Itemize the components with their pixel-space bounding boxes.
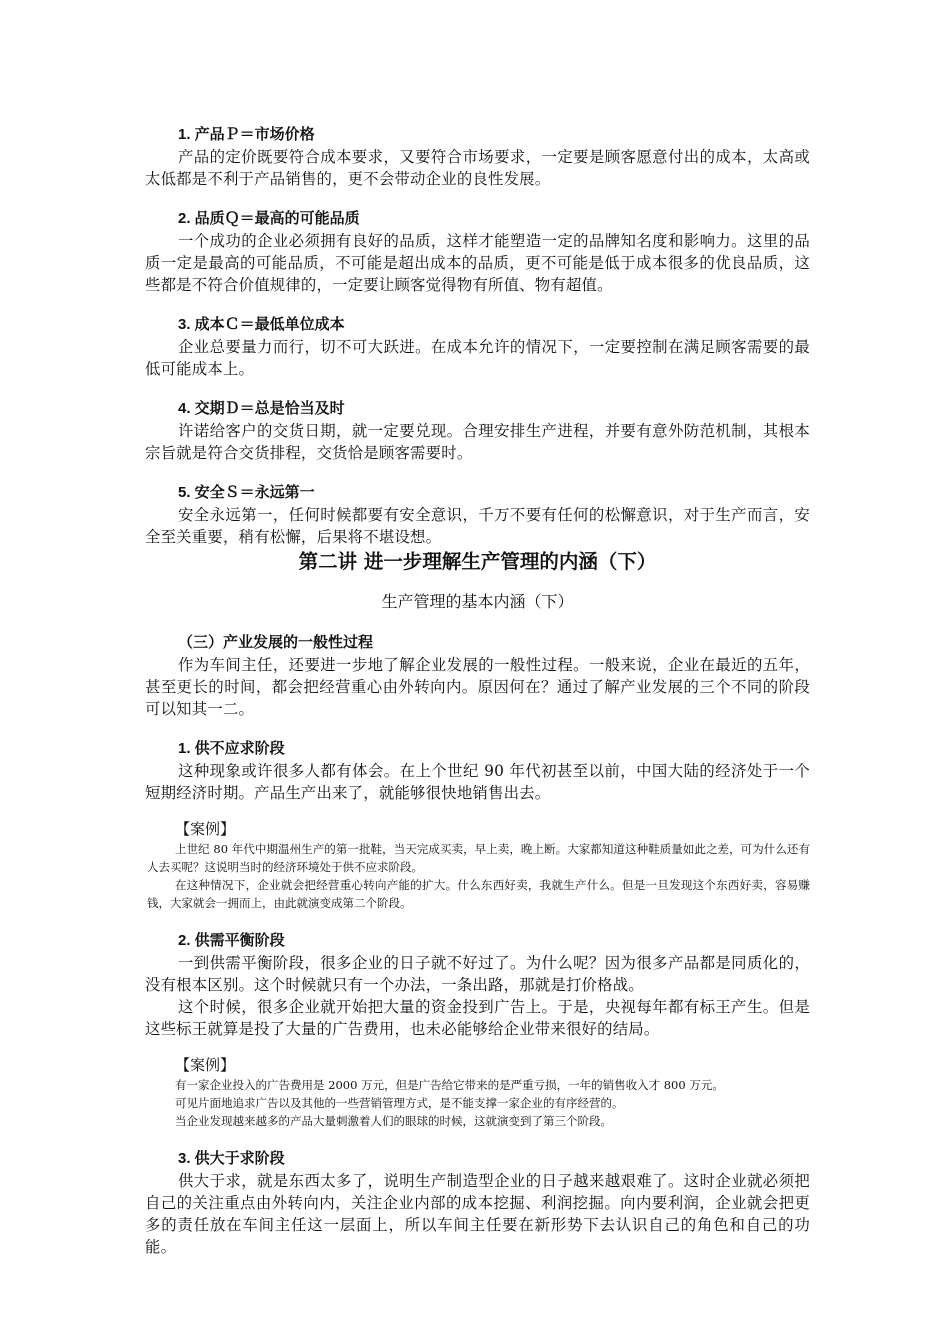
stage2-text: 一到供需平衡阶段，很多企业的日子就不好过了。为什么呢？因为很多产品都是同质化的，没有根本区别。这个时候就只有一个办法，一条出路，那就是打价格战。	[145, 954, 810, 994]
section-text-quality: 一个成功的企业必须拥有良好的品质，这样才能塑造一定的品牌知名度和影响力。这里的品质一定是最高的可能品质，不可能是超出成本的品质，更不可能是低于成本很多的优良品质，这些都是不符合价值规律的，一定要让顾客觉得物有所值、物有超值。	[145, 232, 810, 294]
section-text-cost: 企业总要量力而行，切不可大跃进。在成本允许的情况下，一定要控制在满足顾客需要的最低可能成本上。	[145, 338, 810, 378]
case-line: 在这种情况下，企业就会把经营重心转向产能的扩大。什么东西好卖，我就生产什么。但是一旦发现这个东西好卖，容易赚钱，大家就会一拥而上，由此就演变成第二个阶段。	[147, 878, 810, 910]
lecture-subtitle: 生产管理的基本内涵（下）	[381, 592, 574, 611]
section-heading-safety: 5. 安全Ｓ＝永远第一	[178, 484, 315, 501]
part3-heading: （三）产业发展的一般性过程	[178, 634, 374, 651]
case-label-1: 【案例】	[175, 820, 236, 838]
part3-text: 作为车间主任，还要进一步地了解企业发展的一般性过程。一般来说，企业在最近的五年，甚至更长的时间，都会把经营重心由外转向内。原因何在？通过了解产业发展的三个不同的阶段可以知其一二。	[145, 656, 810, 718]
lecture-title: 第二讲 进一步理解生产管理的内涵（下）	[298, 550, 657, 573]
section-heading-cost: 3. 成本Ｃ＝最低单位成本	[178, 316, 345, 333]
case-line: 有一家企业投入的广告费用是 2000 万元，但是广告给它带来的是严重亏损，一年的销售收入才 800 万元。	[175, 1078, 724, 1092]
section-heading-delivery: 4. 交期Ｄ＝总是恰当及时	[178, 400, 345, 417]
stage3-text: 供大于求，就是东西太多了，说明生产制造型企业的日子越来越艰难了。这时企业就必须把自己的关注重点由外转向内，关注企业内部的成本挖掘、利润挖掘。向内要利润，企业就会把更多的责任放在车间主任这一层面上，所以车间主任要在新形势下去认识自己的角色和自己的功能。	[145, 1172, 810, 1256]
case-line: 上世纪 80 年代中期温州生产的第一批鞋，当天完成买卖，早上卖，晚上断。大家都知道这种鞋质量如此之差，可为什么还有人去买呢？这说明当时的经济环境处于供不应求阶段。	[147, 842, 810, 874]
case-line: 可见片面地追求广告以及其他的一些营销管理方式，是不能支撑一家企业的有序经营的。	[175, 1096, 624, 1110]
section-text-delivery: 许诺给客户的交货日期，就一定要兑现。合理安排生产进程，并要有意外防范机制，其根本宗旨就是符合交货排程，交货恰是顾客需要时。	[145, 422, 810, 462]
case-label-2: 【案例】	[175, 1056, 236, 1074]
stage3-heading: 3. 供大于求阶段	[178, 1150, 285, 1167]
section-text-price: 产品的定价既要符合成本要求，又要符合市场要求，一定要是顾客愿意付出的成本，太高或太低都是不利于产品销售的，更不会带动企业的良性发展。	[145, 148, 810, 188]
page-content	[145, 124, 810, 1258]
stage2-text: 这个时候，很多企业就开始把大量的资金投到广告上。于是，央视每年都有标王产生。但是这些标王就算是投了大量的广告费用，也未必能够给企业带来很好的结局。	[145, 998, 810, 1038]
stage2-heading: 2. 供需平衡阶段	[178, 932, 285, 949]
stage1-text: 这种现象或许很多人都有体会。在上个世纪 90 年代初甚至以前，中国大陆的经济处于一个短期经济时期。产品生产出来了，就能够很快地销售出去。	[145, 762, 810, 802]
section-heading-price: 1. 产品Ｐ＝市场价格	[178, 126, 315, 143]
stage1-heading: 1. 供不应求阶段	[178, 740, 285, 757]
case-line: 当企业发现越来越多的产品大量刺激着人们的眼球的时候，这就演变到了第三个阶段。	[175, 1114, 612, 1128]
section-text-safety: 安全永远第一，任何时候都要有安全意识，千万不要有任何的松懈意识，对于生产而言，安全至关重要，稍有松懈，后果将不堪设想。	[145, 506, 810, 546]
section-heading-quality: 2. 品质Ｑ＝最高的可能品质	[178, 210, 360, 227]
